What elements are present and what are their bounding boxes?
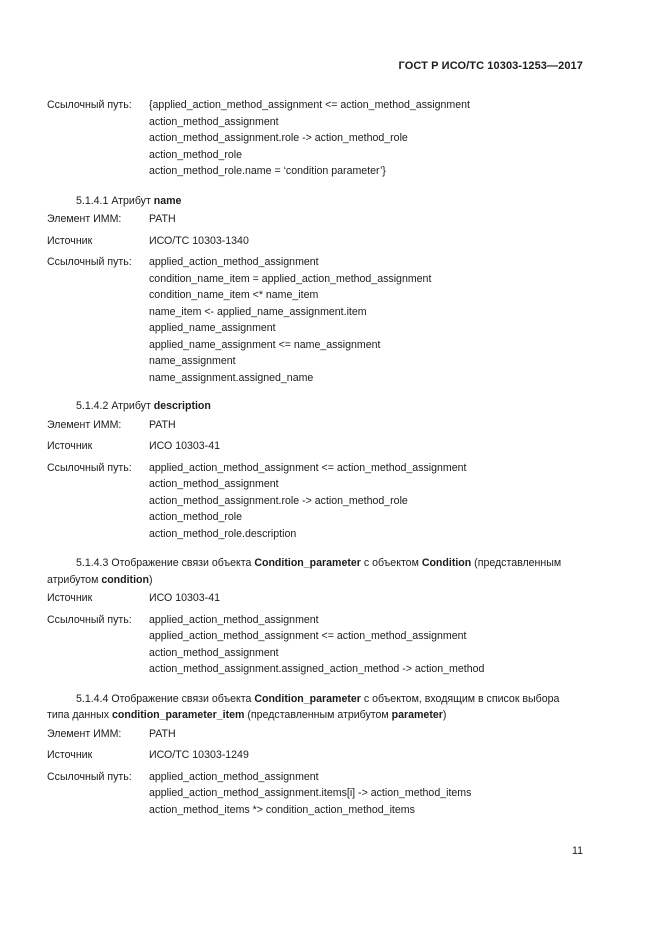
path-line: condition_name_item <* name_item [149, 289, 319, 301]
source-row [47, 747, 592, 764]
ref-path-label: Ссылочный путь: [47, 613, 132, 626]
section-heading-5-1-4-1: 5.1.4.1 Атрибут name [76, 194, 182, 207]
path-line: action_method_assignment [149, 115, 279, 128]
source-row [47, 438, 592, 455]
element-label: Элемент ИММ: [47, 727, 122, 740]
path-line: applied_action_method_assignment [149, 613, 319, 626]
section-heading-5-1-4-4: 5.1.4.4 Отображение связи объекта Condition_parameter с объектом, входящим в список выбора типа данных condition_parameter_item (представленным атрибутом parameter) [47, 692, 560, 721]
path-line: applied_action_method_assignment <= action_method_assignment [149, 461, 467, 474]
path-line: action_method_assignment.assigned_action_method -> action_method [149, 663, 485, 675]
ref-path-row [47, 460, 592, 543]
section-heading-5-1-4-2: 5.1.4.2 Атрибут description [76, 400, 211, 412]
source-row [47, 233, 592, 250]
path-line: name_assignment [149, 355, 236, 367]
ref-path-row [47, 254, 592, 386]
ref-path-label: Ссылочный путь: [47, 770, 132, 783]
element-label: Элемент ИММ: [47, 418, 122, 431]
path-line: action_method_assignment [149, 478, 279, 490]
element-row [47, 211, 592, 228]
element-value: PATH [149, 418, 176, 431]
path-line: applied_action_method_assignment [149, 770, 319, 783]
path-line: action_method_assignment.role -> action_method_role [149, 132, 408, 144]
element-row [47, 726, 592, 743]
element-value: PATH [149, 727, 176, 740]
ref-path-lines [149, 460, 592, 543]
ref-path-lines [149, 612, 592, 678]
path-line: action_method_items *> condition_action_method_items [149, 803, 415, 816]
path-line: action_method_role.name = ‘condition parameter’} [149, 165, 386, 177]
element-label: Элемент ИММ: [47, 213, 122, 225]
page-number: 11 [572, 845, 583, 857]
page-content [47, 97, 592, 818]
ref-path-lines [149, 254, 592, 386]
ref-path-lines [149, 97, 592, 180]
ref-path-label: Ссылочный путь: [47, 256, 132, 268]
source-row [47, 590, 592, 607]
source-label: Источник [47, 234, 93, 247]
source-value: ИСО 10303-41 [149, 440, 220, 452]
ref-path-row [47, 97, 592, 180]
element-value: PATH [149, 213, 176, 225]
path-line: {applied_action_method_assignment <= action_method_assignment [149, 99, 470, 111]
source-label: Источник [47, 749, 93, 761]
source-value: ИСО/ТС 10303-1249 [149, 749, 249, 761]
path-line: applied_action_method_assignment [149, 256, 319, 268]
section-heading-5-1-4-3: 5.1.4.3 Отображение связи объекта Condition_parameter с объектом Condition (представленным атрибутом condition) [47, 557, 562, 586]
source-value: ИСО 10303-41 [149, 592, 220, 604]
ref-path-row [47, 612, 592, 678]
path-line: action_method_assignment [149, 646, 279, 659]
path-line: condition_name_item = applied_action_method_assignment [149, 272, 432, 285]
path-line: name_assignment.assigned_name [149, 371, 314, 384]
path-line: applied_name_assignment [149, 322, 276, 334]
source-value: ИСО/ТС 10303-1340 [149, 234, 249, 247]
document-header: ГОСТ Р ИСО/ТС 10303-1253—2017 [398, 60, 583, 72]
path-line: name_item <- applied_name_assignment.item [149, 305, 367, 318]
path-line: applied_action_method_assignment <= action_method_assignment [149, 630, 467, 642]
source-label: Источник [47, 592, 93, 604]
path-line: action_method_role [149, 148, 243, 161]
element-row [47, 417, 592, 434]
source-label: Источник [47, 440, 93, 452]
ref-path-lines [149, 769, 592, 819]
path-line: action_method_role [149, 511, 243, 523]
path-line: applied_action_method_assignment.items[i] -> action_method_items [149, 787, 472, 799]
path-line: applied_name_assignment <= name_assignment [149, 338, 381, 351]
path-line: action_method_assignment.role -> action_method_role [149, 494, 408, 507]
ref-path-label: Ссылочный путь: [47, 461, 132, 474]
path-line: action_method_role.description [149, 527, 297, 540]
ref-path-row [47, 769, 592, 819]
ref-path-label: Ссылочный путь: [47, 99, 132, 111]
